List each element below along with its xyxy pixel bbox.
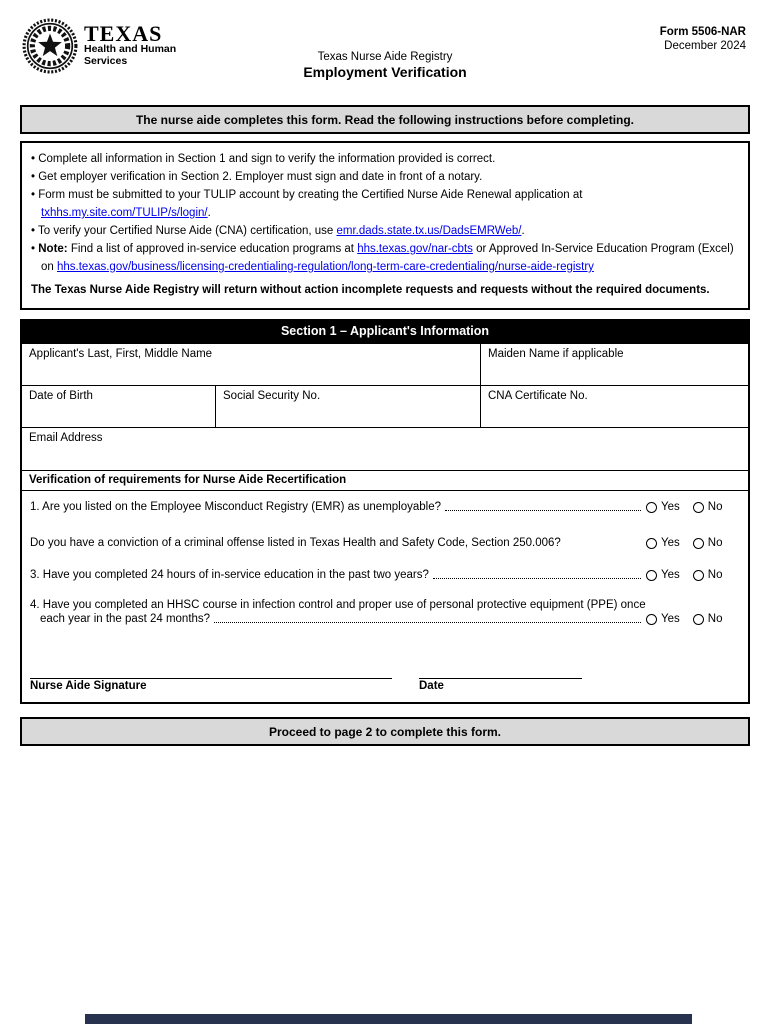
table-row-dob-ssn-cna	[22, 386, 748, 428]
question-1-text: 1. Are you listed on the Employee Misconduct Registry (EMR) as unemployable?	[30, 501, 442, 513]
incomplete-requests-warning: The Texas Nurse Aide Registry will return without action incomplete requests and requests without the required documents.	[31, 284, 710, 296]
question-1-yes-radio[interactable]	[646, 502, 657, 513]
instruction-bullet-3	[31, 186, 739, 222]
dotted-leader	[214, 612, 641, 623]
bullet-5-text-2: or Approved In-Service Education Program (Excel) on	[41, 243, 734, 273]
signature-area	[30, 665, 740, 692]
applicant-name-label: Applicant's Last, First, Middle Name	[29, 348, 213, 360]
question-2-yes-option[interactable]	[646, 536, 680, 550]
yes-label: Yes	[661, 537, 680, 549]
form-title	[0, 50, 770, 80]
maiden-name-label: Maiden Name if applicable	[488, 348, 624, 360]
question-2-row	[30, 536, 740, 550]
yes-label: Yes	[661, 613, 680, 625]
applicant-name-field[interactable]	[22, 344, 480, 385]
ssn-field[interactable]	[215, 386, 480, 427]
form-title-main: Employment Verification	[303, 64, 467, 80]
table-row-name	[22, 344, 748, 386]
bullet-4-text: To verify your Certified Nurse Aide (CNA) certification, use	[38, 225, 337, 237]
no-label: No	[707, 569, 723, 581]
form-number: Form 5506-NAR	[659, 26, 746, 38]
table-row-email	[22, 428, 748, 471]
yes-label: Yes	[661, 501, 680, 513]
logo-brand-text: TEXAS	[84, 21, 163, 46]
question-4-no-option[interactable]	[693, 612, 723, 626]
ssn-label: Social Security No.	[223, 390, 321, 402]
nurse-aide-signature-label: Nurse Aide Signature	[30, 680, 147, 692]
no-label: No	[707, 613, 723, 625]
nar-cbts-link[interactable]: hhs.texas.gov/nar-cbts	[357, 243, 473, 255]
section-1-header: Section 1 – Applicant's Information	[20, 319, 750, 344]
question-4-yes-option[interactable]	[646, 612, 680, 626]
bullet-2-text: Get employer verification in Section 2. Employer must sign and date in front of a notary.	[38, 171, 483, 183]
question-4-text-line-1: 4. Have you completed an HHSC course in infection control and proper use of personal protective equipment (PPE) once	[30, 599, 646, 611]
no-label: No	[707, 501, 723, 513]
nurse-aide-registry-link[interactable]: hhs.texas.gov/business/licensing-credentialing-regulation/long-term-care-credentialing/nurse-aide-registry	[57, 261, 594, 273]
bullet-3-text: Form must be submitted to your TULIP account by creating the Certified Nurse Aide Renewal application at	[38, 189, 583, 201]
question-3-no-radio[interactable]	[693, 570, 704, 581]
dotted-leader	[445, 500, 641, 511]
bullet-1-text: Complete all information in Section 1 and sign to verify the information provided is correct.	[38, 153, 496, 165]
question-3-yes-option[interactable]	[646, 568, 680, 582]
bullet-5-text-1: Find a list of approved in-service education programs at	[67, 243, 358, 255]
question-1-no-option[interactable]	[693, 500, 723, 514]
question-4-row	[30, 598, 740, 626]
next-page-edge-bar	[85, 1014, 692, 1024]
questions-area	[22, 491, 748, 702]
form-date: December 2024	[664, 40, 746, 52]
question-4-yes-radio[interactable]	[646, 614, 657, 625]
question-3-row	[30, 568, 740, 582]
question-2-text: Do you have a conviction of a criminal offense listed in Texas Health and Safety Code, Section 250.006?	[30, 537, 561, 549]
logo-sub-text-1: Health and Human	[84, 43, 177, 55]
yes-label: Yes	[661, 569, 680, 581]
form-meta	[660, 25, 746, 53]
instruction-bullet-2	[31, 168, 739, 186]
instructions-box	[20, 141, 750, 310]
bullet-5-note-label: Note:	[38, 243, 68, 255]
verification-requirements-header: Verification of requirements for Nurse Aide Recertification	[22, 471, 748, 491]
question-1-no-radio[interactable]	[693, 502, 704, 513]
question-3-text: 3. Have you completed 24 hours of in-service education in the past two years?	[30, 569, 429, 581]
question-3-yes-radio[interactable]	[646, 570, 657, 581]
logo-sub-text-2: Services	[84, 54, 128, 67]
email-label: Email Address	[29, 432, 103, 444]
question-4-text-line-2: each year in the past 24 months?	[40, 613, 211, 625]
instruction-bullet-4	[31, 222, 739, 240]
date-of-birth-field[interactable]	[22, 386, 215, 427]
maiden-name-field[interactable]	[480, 344, 748, 385]
section-1-table	[20, 344, 750, 704]
form-title-registry: Texas Nurse Aide Registry	[317, 51, 453, 63]
question-4-no-radio[interactable]	[693, 614, 704, 625]
nurse-aide-signature-line[interactable]	[30, 665, 392, 679]
question-1-yes-option[interactable]	[646, 500, 680, 514]
email-field[interactable]	[22, 428, 748, 470]
cna-certificate-label: CNA Certificate No.	[488, 390, 588, 402]
date-of-birth-label: Date of Birth	[29, 390, 93, 402]
proceed-banner: Proceed to page 2 to complete this form.	[20, 717, 750, 746]
instruction-banner: The nurse aide completes this form. Read the following instructions before completing.	[20, 105, 750, 134]
question-2-no-radio[interactable]	[693, 538, 704, 549]
dotted-leader	[433, 568, 641, 579]
signature-date-line[interactable]	[419, 665, 582, 679]
cna-certificate-field[interactable]	[480, 386, 748, 427]
question-1-row	[30, 500, 740, 514]
emr-verify-link[interactable]: emr.dads.state.tx.us/DadsEMRWeb/	[336, 225, 522, 237]
bullet-4-end: .	[521, 225, 525, 237]
no-label: No	[707, 537, 723, 549]
instruction-bullet-5	[31, 240, 739, 276]
tulip-login-link[interactable]: txhhs.my.site.com/TULIP/s/login/	[41, 207, 208, 219]
signature-date-label: Date	[419, 680, 444, 692]
question-2-no-option[interactable]	[693, 536, 723, 550]
question-2-yes-radio[interactable]	[646, 538, 657, 549]
bullet-3-end: .	[207, 207, 211, 219]
instruction-bullet-1	[31, 150, 739, 168]
question-3-no-option[interactable]	[693, 568, 723, 582]
